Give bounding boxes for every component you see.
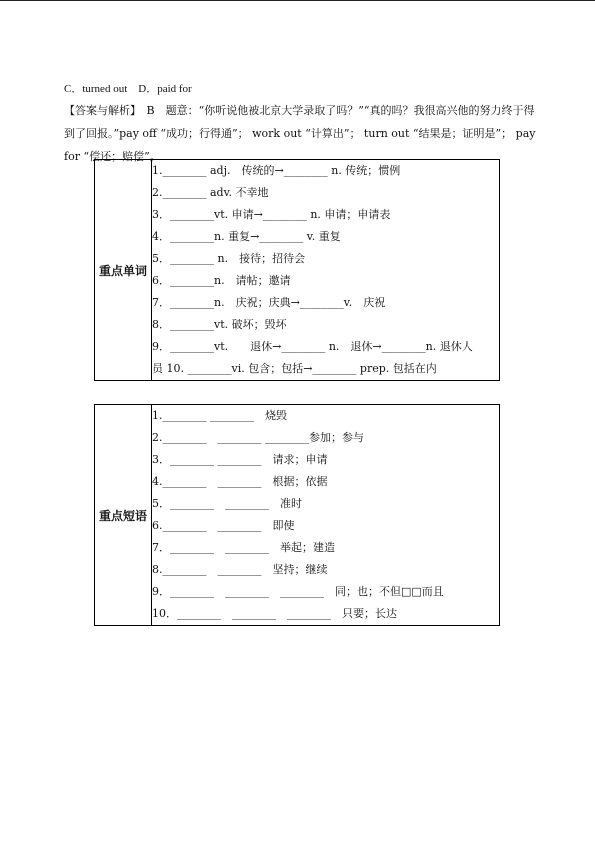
word-item: 2.________ adv. 不幸地: [152, 186, 269, 199]
phrase-item: 1.________ ________ 烧毁: [152, 409, 287, 422]
key-phrases-list: [152, 405, 500, 626]
word-item: 6．________n. 请帖；邀请: [152, 274, 291, 287]
key-phrases-label: 重点短语: [95, 405, 152, 626]
key-phrases-table: [94, 404, 500, 626]
phrase-item: 2.________ ________ ________参加；参与: [152, 431, 364, 444]
answer-analysis: [64, 99, 540, 168]
key-words-list: [152, 160, 500, 381]
phrase-item: 3．________ ________ 请求；申请: [152, 453, 328, 466]
word-item: 8．________vt. 破坏；毁坏: [152, 318, 287, 331]
word-item: 3．________vt. 申请→________ n. 申请；申请表: [152, 208, 391, 221]
word-item: 9．________vt. 退休→________ n. 退休→________n. 退休人: [152, 340, 473, 353]
word-item: 5．________ n. 接待；招待会: [152, 252, 306, 265]
phrase-item: 6.________ ________ 即使: [152, 519, 295, 532]
analysis-text: B 题意：“你听说他被北京大学录取了吗？”“真的吗？我很高兴他的努力终于得到了回报。”pay off “成功；行得通”； work out “计算出”； turn out “结果是；证明是”； pay for “偿还；赔偿”。: [64, 104, 536, 163]
phrase-item: 10．________ ________ ________ 只要；长达: [152, 607, 397, 620]
phrase-item: 5．________ ________ 准时: [152, 497, 302, 510]
top-rule: [0, 0, 595, 1]
phrase-item: 4.________ ________ 根据；依据: [152, 475, 328, 488]
analysis-label: 【答案与解析】: [64, 104, 136, 117]
word-item: 员 10. ________vi. 包含；包括→________ prep. 包括在内: [152, 362, 437, 375]
word-item: 7．________n. 庆祝；庆典→________v. 庆祝: [152, 296, 386, 309]
phrase-item: 8.________ ________ 坚持；继续: [152, 563, 328, 576]
word-item: 1.________ adj. 传统的→________ n. 传统；惯例: [152, 164, 401, 177]
phrase-item: 9．________ ________ ________ 同；也；不但□□而且: [152, 585, 444, 598]
key-words-label: 重点单词: [95, 160, 152, 381]
key-words-table: [94, 159, 500, 381]
word-item: 4．________n. 重复→________ v. 重复: [152, 230, 341, 243]
phrase-item: 7．________ ________ 举起；建造: [152, 541, 335, 554]
answer-options: C．turned out D．paid for: [64, 83, 192, 95]
